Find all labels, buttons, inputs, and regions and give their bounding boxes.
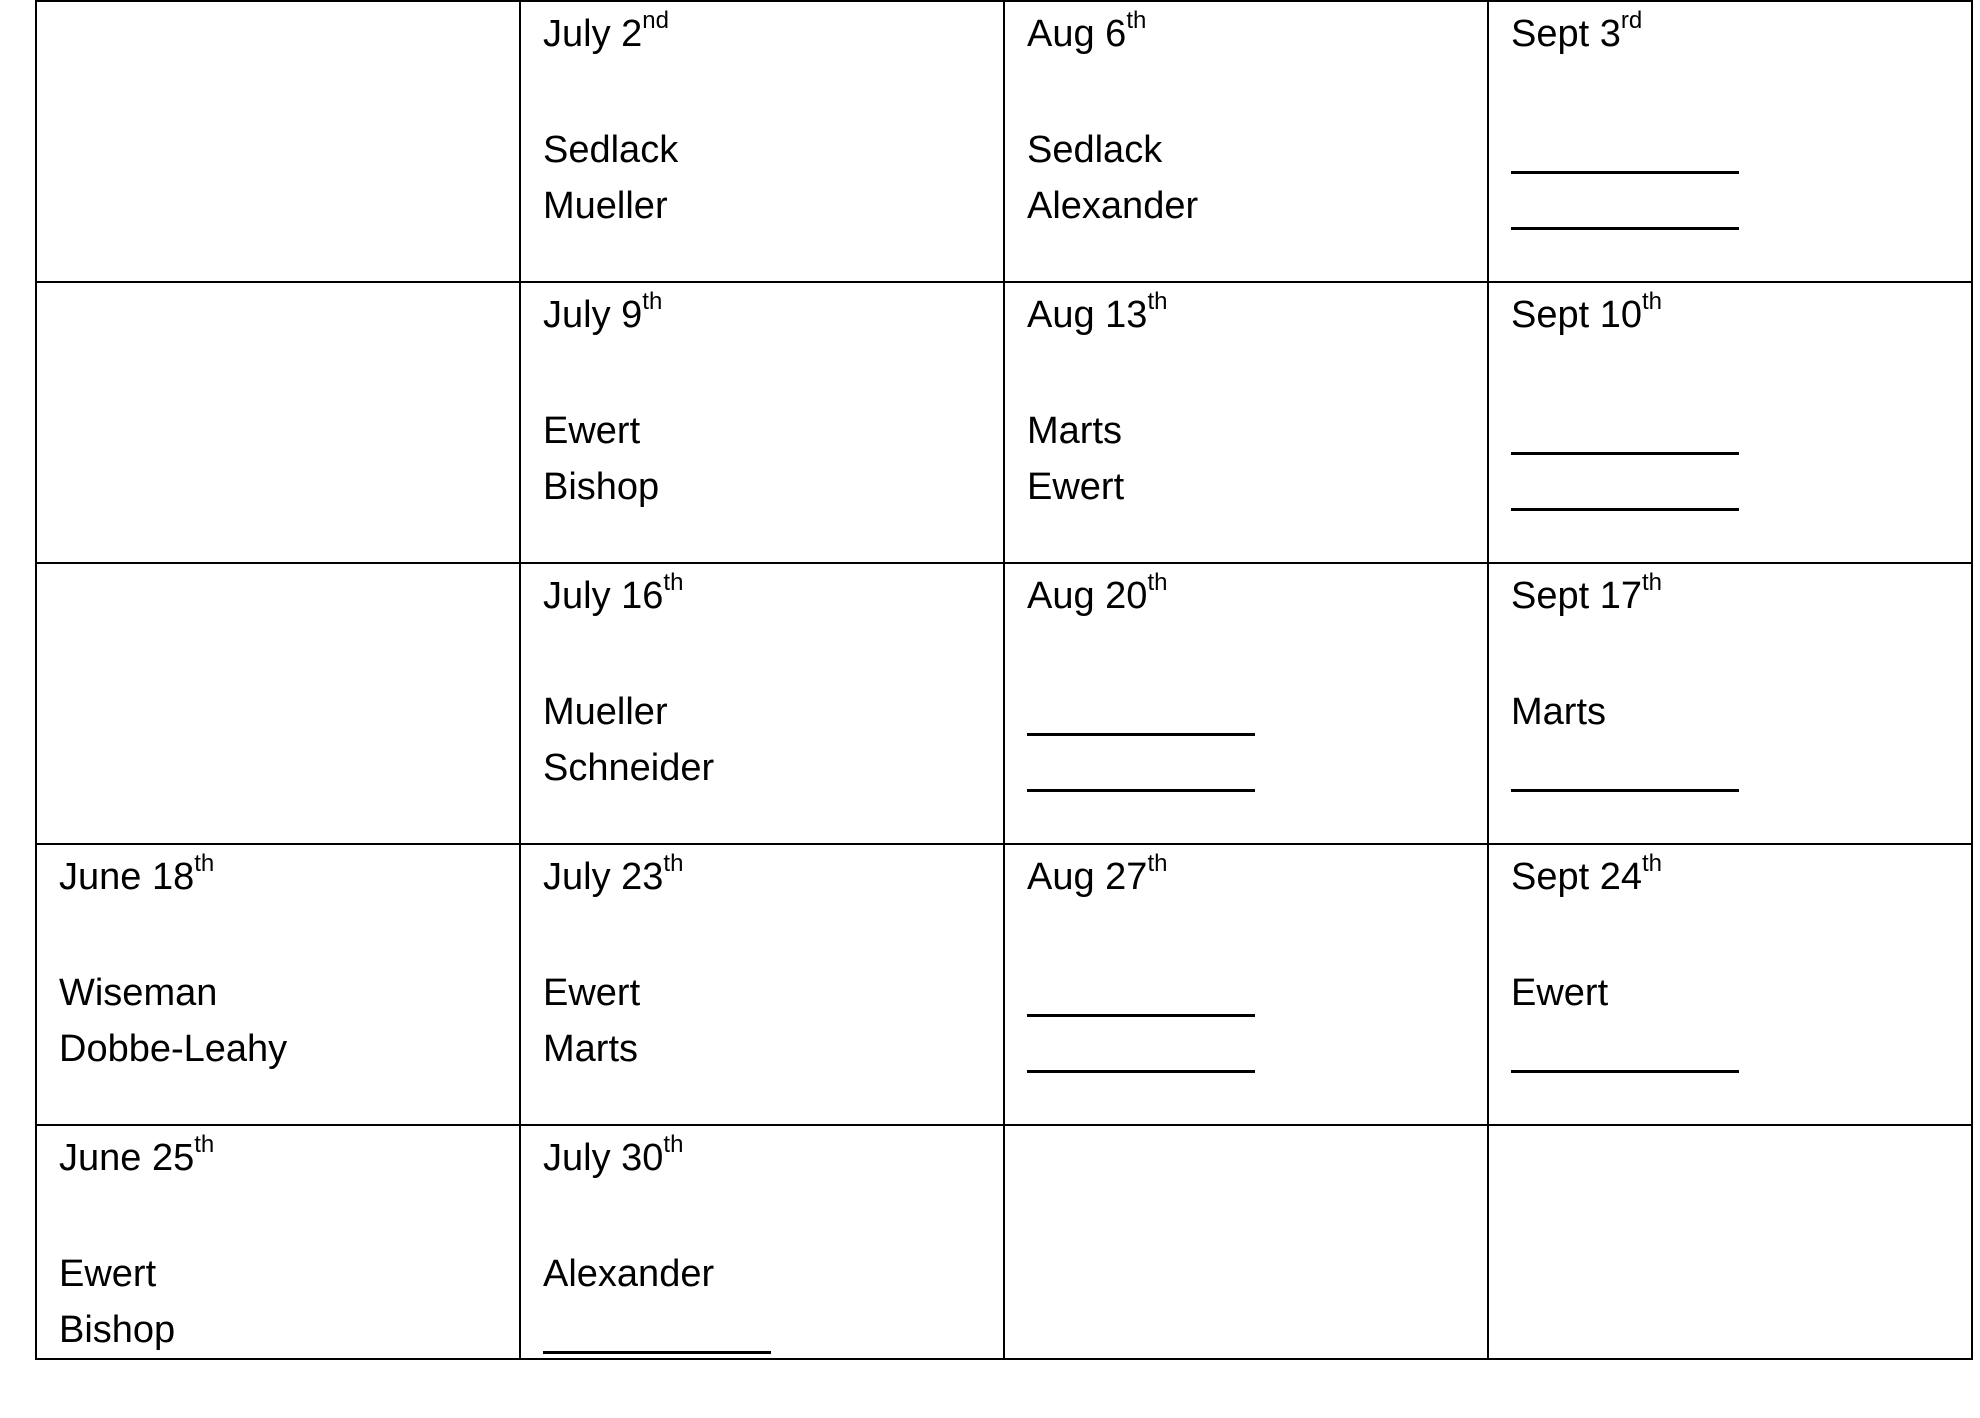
date-suffix: th — [194, 850, 215, 878]
empty-cell — [36, 282, 520, 563]
date-label — [1027, 569, 1487, 620]
assignee-name: Marts — [1027, 410, 1122, 452]
assignee-list — [1511, 684, 1971, 796]
date-label — [1511, 850, 1971, 901]
assignee-name: Ewert — [543, 410, 641, 452]
blank-line — [1027, 684, 1255, 736]
assignee-name: Alexander — [543, 1253, 715, 1295]
blank-slot — [1511, 178, 1971, 234]
date-label — [59, 850, 519, 901]
assignee-list — [1027, 965, 1487, 1077]
date-suffix: th — [663, 1131, 684, 1159]
empty-cell — [1004, 1125, 1488, 1359]
assignee-name: Sedlack — [543, 129, 679, 171]
date-label — [59, 1131, 519, 1182]
assignee-list — [1511, 122, 1971, 234]
date-day: July 30 — [543, 1137, 664, 1179]
assignee-name: Marts — [1511, 691, 1606, 733]
date-suffix: th — [642, 288, 663, 316]
date-suffix: th — [1147, 850, 1168, 878]
date-suffix: nd — [642, 7, 669, 35]
date-day: June 18 — [59, 856, 195, 898]
date-label — [1511, 288, 1971, 339]
blank-slot — [543, 1302, 1003, 1358]
assignee-name: Schneider — [543, 747, 715, 789]
date-label — [1511, 569, 1971, 620]
date-label — [543, 1131, 1003, 1182]
date-suffix: th — [663, 569, 684, 597]
date-label — [543, 850, 1003, 901]
date-day: Sept 3 — [1511, 13, 1621, 55]
blank-line — [1511, 122, 1739, 174]
date-day: June 25 — [59, 1137, 195, 1179]
assignee-name: Wiseman — [59, 972, 218, 1014]
schedule-row — [36, 563, 1972, 844]
schedule-cell — [520, 844, 1004, 1125]
schedule-cell — [520, 563, 1004, 844]
blank-line — [1027, 965, 1255, 1017]
schedule-cell — [36, 1125, 520, 1359]
schedule-cell — [520, 1, 1004, 282]
blank-slot — [1027, 740, 1487, 796]
assignee-name: Ewert — [1027, 466, 1125, 508]
blank-line — [1511, 403, 1739, 455]
assignee-list — [543, 965, 1003, 1077]
blank-line — [1027, 740, 1255, 792]
assignee-list — [543, 684, 1003, 796]
empty-cell — [36, 563, 520, 844]
assignee-name: Sedlack — [1027, 129, 1163, 171]
assignee-name: Dobbe-Leahy — [59, 1028, 288, 1070]
blank-line — [1511, 1021, 1739, 1073]
date-label — [1027, 7, 1487, 58]
date-suffix: th — [1642, 569, 1663, 597]
assignee-name: Mueller — [543, 185, 668, 227]
assignee-list — [59, 965, 519, 1077]
date-label — [543, 7, 1003, 58]
assignee-name: Ewert — [543, 972, 641, 1014]
schedule-cell — [1004, 1, 1488, 282]
schedule-cell — [1488, 282, 1972, 563]
assignee-list — [1027, 122, 1487, 234]
blank-line — [1027, 1021, 1255, 1073]
empty-cell — [1488, 1125, 1972, 1359]
date-suffix: th — [1147, 569, 1168, 597]
date-suffix: th — [1642, 850, 1663, 878]
date-day: July 2 — [543, 13, 643, 55]
date-suffix: rd — [1620, 7, 1643, 35]
date-label — [1027, 288, 1487, 339]
blank-slot — [1511, 122, 1971, 178]
date-suffix: th — [194, 1131, 215, 1159]
blank-slot — [1027, 965, 1487, 1021]
assignee-name: Alexander — [1027, 185, 1199, 227]
schedule-cell — [1004, 844, 1488, 1125]
schedule-cell — [1488, 563, 1972, 844]
assignee-name: Marts — [543, 1028, 638, 1070]
blank-line — [1511, 740, 1739, 792]
schedule-cell — [520, 1125, 1004, 1359]
blank-slot — [1027, 684, 1487, 740]
schedule-row — [36, 1, 1972, 282]
date-day: Aug 6 — [1027, 13, 1127, 55]
date-day: Aug 27 — [1027, 856, 1148, 898]
date-suffix: th — [663, 850, 684, 878]
assignee-list — [1511, 403, 1971, 515]
assignee-list — [1027, 403, 1487, 515]
schedule-cell — [520, 282, 1004, 563]
assignee-list — [1511, 965, 1971, 1077]
assignee-name: Ewert — [1511, 972, 1609, 1014]
date-suffix: th — [1147, 288, 1168, 316]
assignee-name: Bishop — [59, 1309, 176, 1351]
schedule-cell — [36, 844, 520, 1125]
date-suffix: th — [1642, 288, 1663, 316]
date-day: Sept 24 — [1511, 856, 1642, 898]
date-label — [1511, 7, 1971, 58]
assignee-name: Mueller — [543, 691, 668, 733]
schedule-row — [36, 1125, 1972, 1359]
date-label — [543, 569, 1003, 620]
date-day: July 23 — [543, 856, 664, 898]
schedule-row — [36, 282, 1972, 563]
blank-slot — [1511, 403, 1971, 459]
date-day: Sept 17 — [1511, 575, 1642, 617]
schedule-row — [36, 844, 1972, 1125]
assignee-list — [1027, 684, 1487, 796]
schedule-cell — [1004, 563, 1488, 844]
schedule-cell — [1488, 844, 1972, 1125]
date-suffix: th — [1126, 7, 1147, 35]
date-day: Aug 20 — [1027, 575, 1148, 617]
date-day: Sept 10 — [1511, 294, 1642, 336]
blank-line — [1511, 459, 1739, 511]
blank-slot — [1511, 740, 1971, 796]
blank-slot — [1511, 459, 1971, 515]
date-label — [1027, 850, 1487, 901]
empty-cell — [36, 1, 520, 282]
blank-line — [1511, 178, 1739, 230]
assignee-list — [59, 1246, 519, 1358]
assignee-list — [543, 1246, 1003, 1358]
schedule-cell — [1004, 282, 1488, 563]
schedule-table — [35, 0, 1973, 1360]
assignee-list — [543, 122, 1003, 234]
blank-slot — [1511, 1021, 1971, 1077]
date-label — [543, 288, 1003, 339]
blank-line — [543, 1302, 771, 1354]
schedule-cell — [1488, 1, 1972, 282]
blank-slot — [1027, 1021, 1487, 1077]
assignee-name: Bishop — [543, 466, 660, 508]
assignee-name: Ewert — [59, 1253, 157, 1295]
assignee-list — [543, 403, 1003, 515]
date-day: July 16 — [543, 575, 664, 617]
date-day: Aug 13 — [1027, 294, 1148, 336]
date-day: July 9 — [543, 294, 643, 336]
